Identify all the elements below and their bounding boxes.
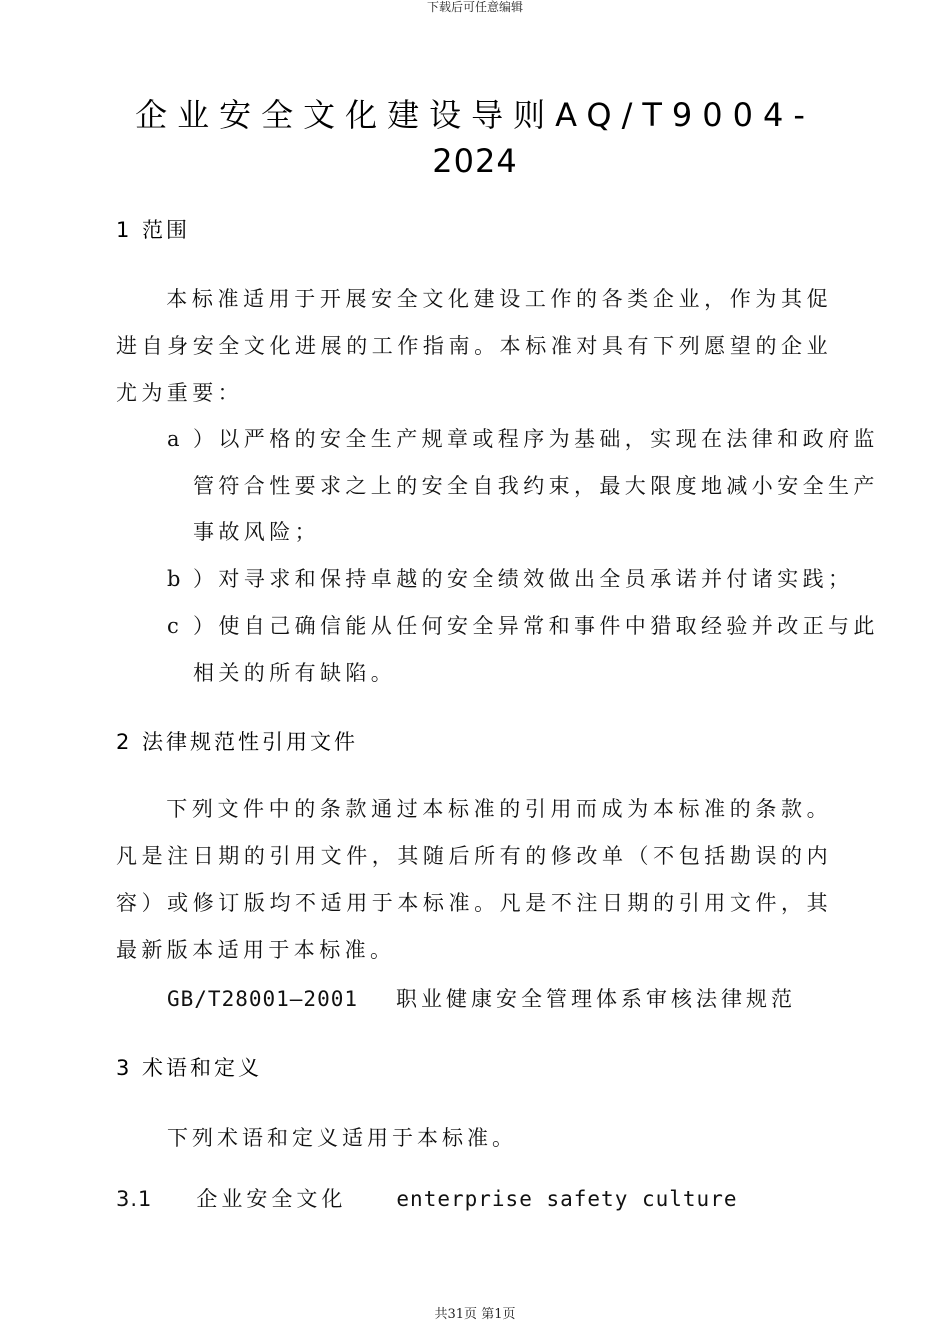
- section-2-heading: 2 法律规范性引用文件: [116, 730, 359, 754]
- title-line-2: 2024: [432, 142, 518, 180]
- subsection-title-en: enterprise safety culture: [396, 1187, 738, 1211]
- list-item-label: c: [167, 614, 184, 638]
- subsection-number: 3.1: [116, 1187, 153, 1211]
- list-item-text: ）使自己确信能从任何安全异常和事件中猎取经验并改正与此相关的所有缺陷。: [193, 614, 879, 685]
- subsection-title-cn: 企业安全文化: [196, 1187, 347, 1211]
- list-item-c: [167, 603, 885, 696]
- section-3-heading: 3 术语和定义: [116, 1056, 263, 1080]
- section-2-paragraph-text: 下列文件中的条款通过本标准的引用而成为本标准的条款。凡是注日期的引用文件，其随后所有的修改单（不包括勘误的内容）或修订版均不适用于本标准。凡是不注日期的引用文件，其最新版本适用于本标准。: [116, 797, 832, 962]
- reference-title: 职业健康安全管理体系审核法律规范: [396, 987, 797, 1011]
- list-item-label: a: [167, 427, 184, 451]
- list-item-text: ）对寻求和保持卓越的安全绩效做出全员承诺并付诸实践；: [193, 567, 854, 591]
- title-line-1: 企业安全文化建设导则AQ/T9004-: [135, 96, 815, 134]
- subsection-3-1: [116, 1186, 737, 1212]
- page-footer: 共31页 第1页: [434, 1307, 516, 1322]
- section-2-paragraph: [116, 786, 832, 974]
- section-1-paragraph: [116, 276, 832, 417]
- document-title: [112, 92, 838, 184]
- reference-entry: [167, 986, 796, 1012]
- list-item-b: [167, 556, 893, 603]
- list-item-label: b: [167, 567, 185, 591]
- section-3-paragraph: 下列术语和定义适用于本标准。: [167, 1126, 517, 1150]
- reference-code: GB/T28001—2001: [167, 987, 359, 1011]
- list-item-text: ）以严格的安全生产规章或程序为基础，实现在法律和政府监管符合性要求之上的安全自我约束，最大限度地减小安全生产事故风险；: [193, 427, 879, 544]
- list-item-a: [167, 416, 885, 556]
- section-1-paragraph-text: 本标准适用于开展安全文化建设工作的各类企业，作为其促进自身安全文化进展的工作指南。本标准对具有下列愿望的企业尤为重要：: [116, 287, 832, 405]
- section-1-heading: 1 范围: [116, 218, 191, 242]
- page-header: 下载后可任意编辑: [426, 0, 523, 14]
